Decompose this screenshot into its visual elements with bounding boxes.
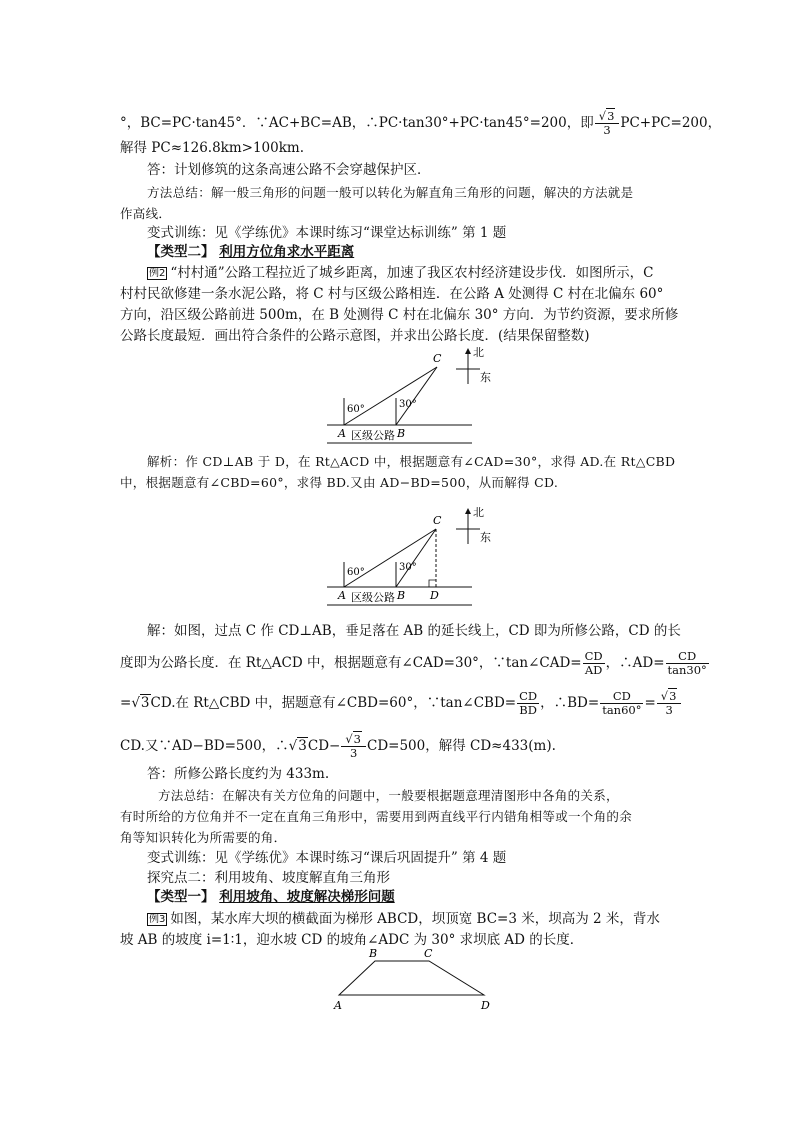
variant-training-2: 变式训练：见《学练优》本课时练习“课后巩固提升” 第 4 题 — [147, 850, 507, 866]
figure-1-diagram — [320, 340, 500, 450]
method-summary-1: 方法总结：解一般三角形的问题一般可以转化为解直角三角形的问题，解决的方法就是 — [147, 185, 634, 200]
section-heading-type2: 【类型二】 利用方位角求水平距离 — [147, 244, 355, 260]
figure-1-road-label: 区级公路 — [351, 429, 395, 442]
fraction-CD-over-BD: $\frac{CD}{BD}$ — [519, 689, 538, 717]
figure-3-trapezoid — [325, 945, 500, 1015]
figure-1-label-A: A — [338, 427, 346, 440]
fraction-CD-over-AD: $\frac{CD}{AD}$ — [584, 649, 603, 677]
fraction-CD-over-tan60: $\frac{CD}{\tan 60^\circ}$ — [602, 689, 642, 717]
example-2-line-2: 村村民欲修建一条水泥公路，将 C 村与区级公路相连．在公路 A 处测得 C 村在北偏东 60° — [120, 286, 664, 302]
method-summary-2-cont-1: 有时所给的方位角并不一定在直角三角形中，需要用到两直线平行内错角相等或一个角的余 — [120, 809, 633, 824]
answer-line-2: 答：所修公路长度约为 433m. — [147, 766, 330, 782]
section-heading-type1: 【类型一】 利用坡角、坡度解决梯形问题 — [147, 889, 395, 905]
figure-1-label-north: 北 — [473, 346, 484, 359]
figure-2-label-D: D — [430, 589, 439, 602]
text-line-2: 解得 PC≈126.8km>100km. — [120, 140, 304, 156]
figure-2-angle-B: 30° — [399, 562, 417, 573]
figure-2-angle-A: 60° — [347, 567, 365, 578]
example-2-line-3: 方向，沿区级公路前进 500m，在 B 处测得 C 村在北偏东 30° 方向．为节约资源，要求所修 — [120, 307, 679, 323]
solution-line-1: 解：如图，过点 C 作 CD⊥AB，垂足落在 AB 的延长线上，CD 即为所修公路，CD 的长 — [147, 623, 681, 639]
analysis-line-2: 中，根据题意有∠CBD=60°，求得 BD.又由 AD−BD=500，从而解得 CD. — [120, 475, 559, 490]
figure-1-label-east: 东 — [480, 371, 491, 384]
exploration-point-2: 探究点二：利用坡角、坡度解直角三角形 — [147, 870, 390, 886]
figure-3-label-A: A — [334, 999, 342, 1012]
figure-2-label-north: 北 — [473, 506, 484, 519]
figure-3-label-B: B — [369, 947, 378, 960]
variant-training-1: 变式训练：见《学练优》本课时练习“课堂达标训练” 第 1 题 — [147, 225, 507, 241]
figure-2-road-label: 区级公路 — [351, 591, 395, 604]
figure-1-label-B: B — [397, 427, 406, 440]
solution-line-3: =√3CD.在 Rt△CBD 中，据题意有∠CBD=60°，∵tan∠CBD= $\frac{CD}{BD}$ ，∴BD= $\frac{CD}{\tan 60^\circ}$ = $\frac{√3}{3}$ — [120, 690, 682, 717]
sqrt-3-b: √3 — [288, 738, 307, 754]
figure-2-label-east: 东 — [480, 531, 491, 544]
figure-3-label-D: D — [481, 999, 490, 1012]
solution-line-4: CD.又∵AD−BD=500，∴√3CD− $\frac{√3}{3}$ CD=500，解得 CD≈433(m). — [120, 732, 556, 760]
method-summary-1-cont: 作高线． — [120, 206, 172, 221]
example-badge: 例3 — [149, 914, 166, 925]
sqrt-3: √3 — [131, 695, 150, 711]
fraction-CD-over-tan30: $\frac{CD}{\tan 30^\circ}$ — [667, 649, 707, 677]
fraction-sqrt3-over-3-c: $\frac{√3}{3}$ — [341, 733, 366, 760]
solution-line-2: 度即为公路长度．在 Rt△ACD 中，根据题意有∠CAD=30°，∵tan∠CAD= $\frac{CD}{AD}$ ，∴AD= $\frac{CD}{\tan 30^\circ}$ — [120, 649, 707, 677]
example-3-line-2: 坡 AB 的坡度 i=1∶1，迎水坡 CD 的坡角∠ADC 为 30° 求坝底 AD 的长度． — [120, 932, 584, 948]
method-summary-2: 方法总结：在解决有关方位角的问题中，一般要根据题意理清图形中各角的关系， — [158, 788, 619, 803]
figure-1-label-C: C — [433, 352, 442, 365]
fraction-sqrt3-over-3: $\frac{√3}{3}$ — [595, 110, 620, 137]
figure-3-label-C: C — [424, 947, 433, 960]
figure-1-angle-B: 30° — [399, 399, 417, 410]
method-summary-2-cont-2: 角等知识转化为所需要的角． — [120, 830, 287, 845]
figure-2-label-B: B — [397, 589, 406, 602]
fraction-sqrt3-over-3-b: $\frac{√3}{3}$ — [657, 690, 682, 717]
example-3-line-1: 例3 如图，某水库大坝的横截面为梯形 ABCD，坝顶宽 BC=3 米，坝高为 2 米，背水 — [149, 911, 660, 927]
figure-2-label-C: C — [433, 514, 442, 527]
figure-2-label-A: A — [338, 589, 346, 602]
figure-1-angle-A: 60° — [347, 404, 365, 415]
answer-line-1: 答：计划修筑的这条高速公路不会穿越保护区． — [147, 162, 431, 178]
text-line-1: °，BC=PC·tan45°．∵AC+BC=AB，∴PC·tan30°+PC·tan45°=200，即 $\frac{√3}{3}$ PC+PC=200， — [120, 109, 722, 137]
example-badge: 例2 — [149, 268, 166, 279]
example-2-line-1: 例2 “村村通”公路工程拉近了城乡距离，加速了我区农村经济建设步伐．如图所示，C — [149, 265, 654, 281]
example-2-line-4: 公路长度最短．画出符合条件的公路示意图，并求出公路长度．(结果保留整数) — [120, 328, 590, 344]
figure-2-diagram — [320, 502, 500, 612]
analysis-line-1: 解析：作 CD⊥AB 于 D，在 Rt△ACD 中，根据题意有∠CAD=30°，求得 AD.在 Rt△CBD — [147, 454, 676, 469]
